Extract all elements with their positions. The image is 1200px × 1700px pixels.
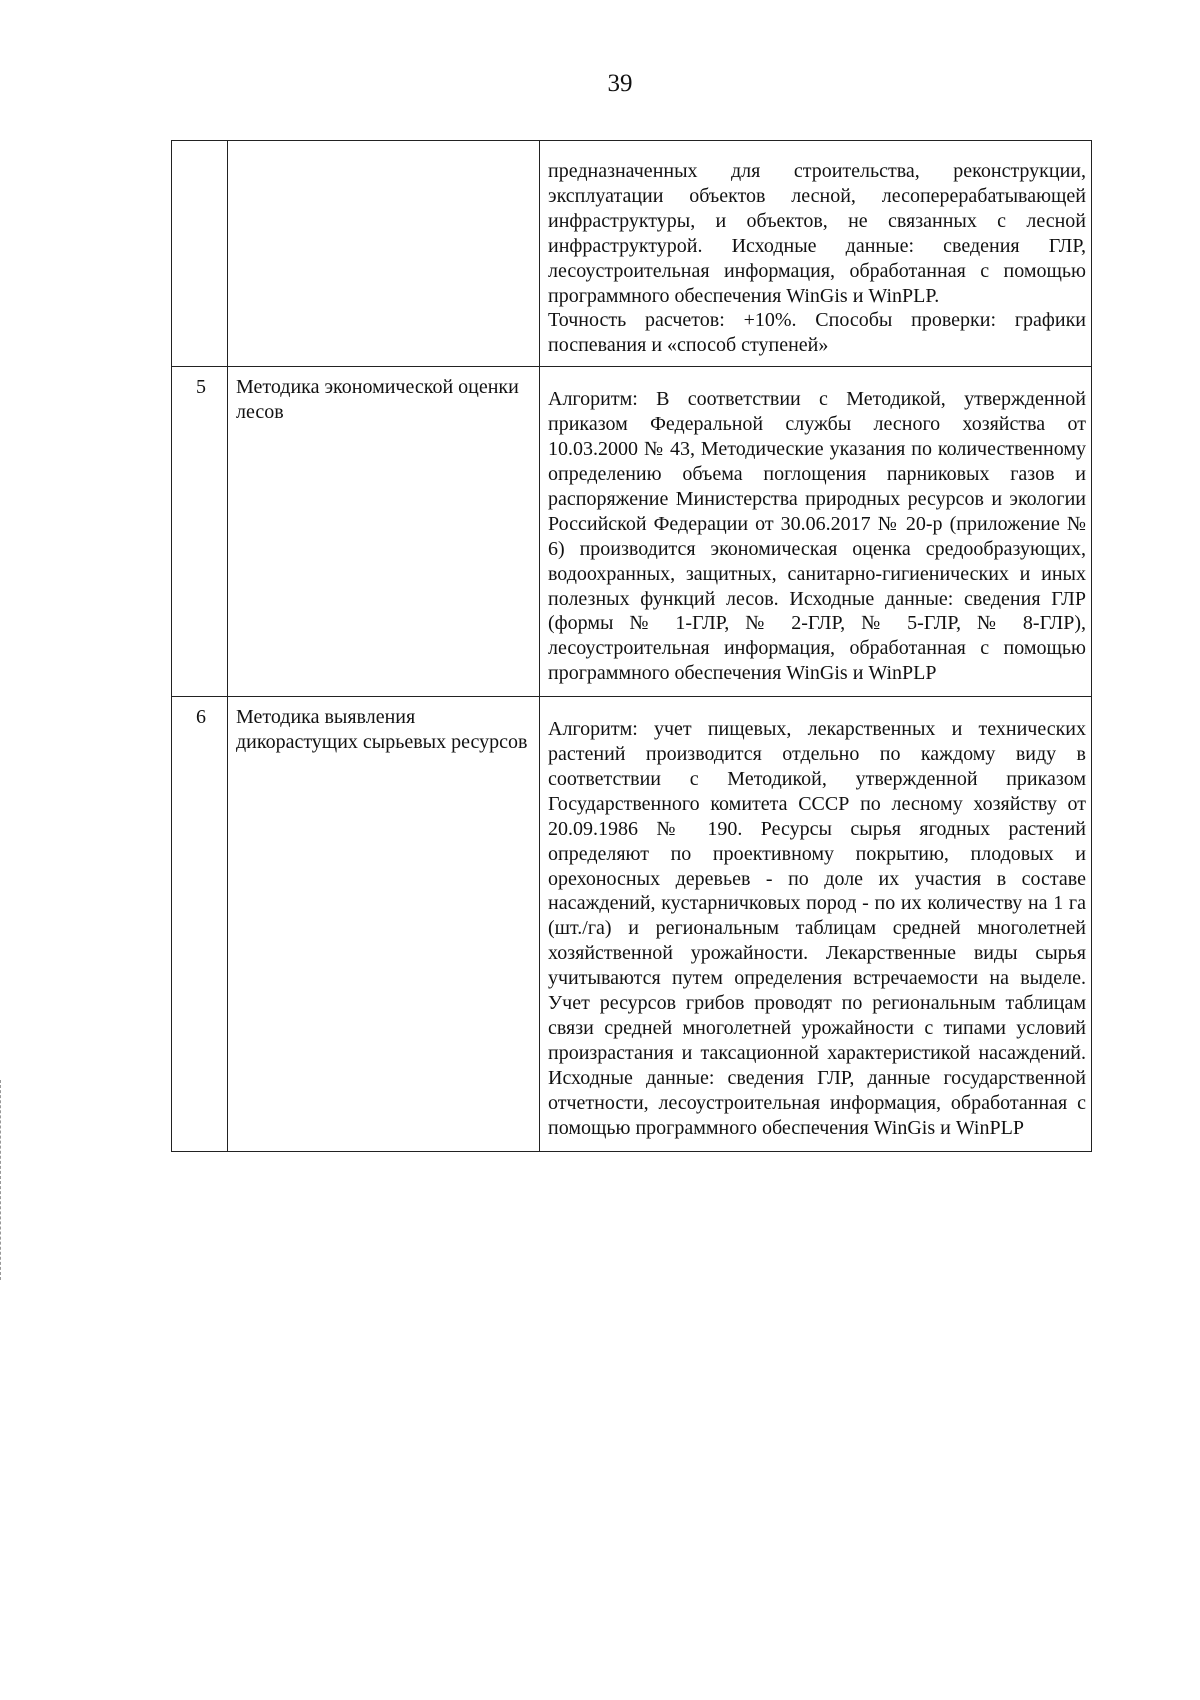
row-number: 6: [172, 697, 228, 1151]
method-description: [540, 367, 1092, 697]
description-paragraph: Алгоритм: учет пищевых, лекарственных и технических растений производится отдельно по каждому виду в соответствии с Методикой, утвержденной приказом Государственного комитета СССР по лесному хозяйству от 20.09.1986 № 190. Ресурсы сырья ягодных растений определяют по проективному покрытию, плодовых и орехоносных деревьев - по доле их участия в составе насаждений, кустарничковых пород - по их количеству на 1 га (шт./га) и региональным таблицам средней многолетней хозяйственной урожайности. Лекарственные виды сырья учитываются путем определения встречаемости на выделе. Учет ресурсов грибов проводят по региональным таблицам связи средней многолетней урожайности с типами условий произрастания и таксационной характеристикой насаждений. Исходные данные: сведения ГЛР, данные государственной отчетности, лесоустроительная информация, обработанная с помощью программного обеспечения WinGis и WinPLP: [548, 718, 1086, 1139]
method-name: Методика экономической оценки лесов: [228, 367, 540, 697]
description-paragraph: Алгоритм: В соответствии с Методикой, утвержденной приказом Федеральной службы лесного хозяйства от 10.03.2000 № 43, Методические указания по количественному определению объема поглощения парниковых газов и распоряжение Министерства природных ресурсов и экологии Российской Федерации от 30.06.2017 № 20-р (приложение № 6) производится экономическая оценка средообразующих, водоохранных, защитных, санитарно-гигиенических и иных полезных функций лесов. Исходные данные: сведения ГЛР (формы № 1-ГЛР, № 2-ГЛР, № 5-ГЛР, № 8-ГЛР), лесоустроительная информация, обработанная с помощью программного обеспечения WinGis и WinPLP: [548, 388, 1086, 685]
methods-table: [171, 140, 1092, 1152]
description-paragraph: предназначенных для строительства, реконструкции, эксплуатации объектов лесной, лесоперерабатывающей инфраструктуры, и объектов, не связанных с лесной инфраструктурой. Исходные данные: сведения ГЛР, лесоустроительная информация, обработанная с помощью программного обеспечения WinGis и WinPLP.: [548, 160, 1086, 307]
description-paragraph: Точность расчетов: +10%. Способы проверки: графики поспевания и «способ ступеней»: [548, 309, 1086, 357]
method-description: [540, 141, 1092, 367]
table-row-continued: [172, 141, 1092, 367]
row-number: [172, 141, 228, 367]
page-number: 39: [607, 70, 633, 97]
table-row-6: [172, 697, 1092, 1151]
method-description: [540, 697, 1092, 1151]
scan-edge-marks: [0, 1080, 4, 1280]
method-name: [228, 141, 540, 367]
method-name: Методика выявления дикорастущих сырьевых ресурсов: [228, 697, 540, 1151]
table-row-5: [172, 367, 1092, 697]
row-number: 5: [172, 367, 228, 697]
